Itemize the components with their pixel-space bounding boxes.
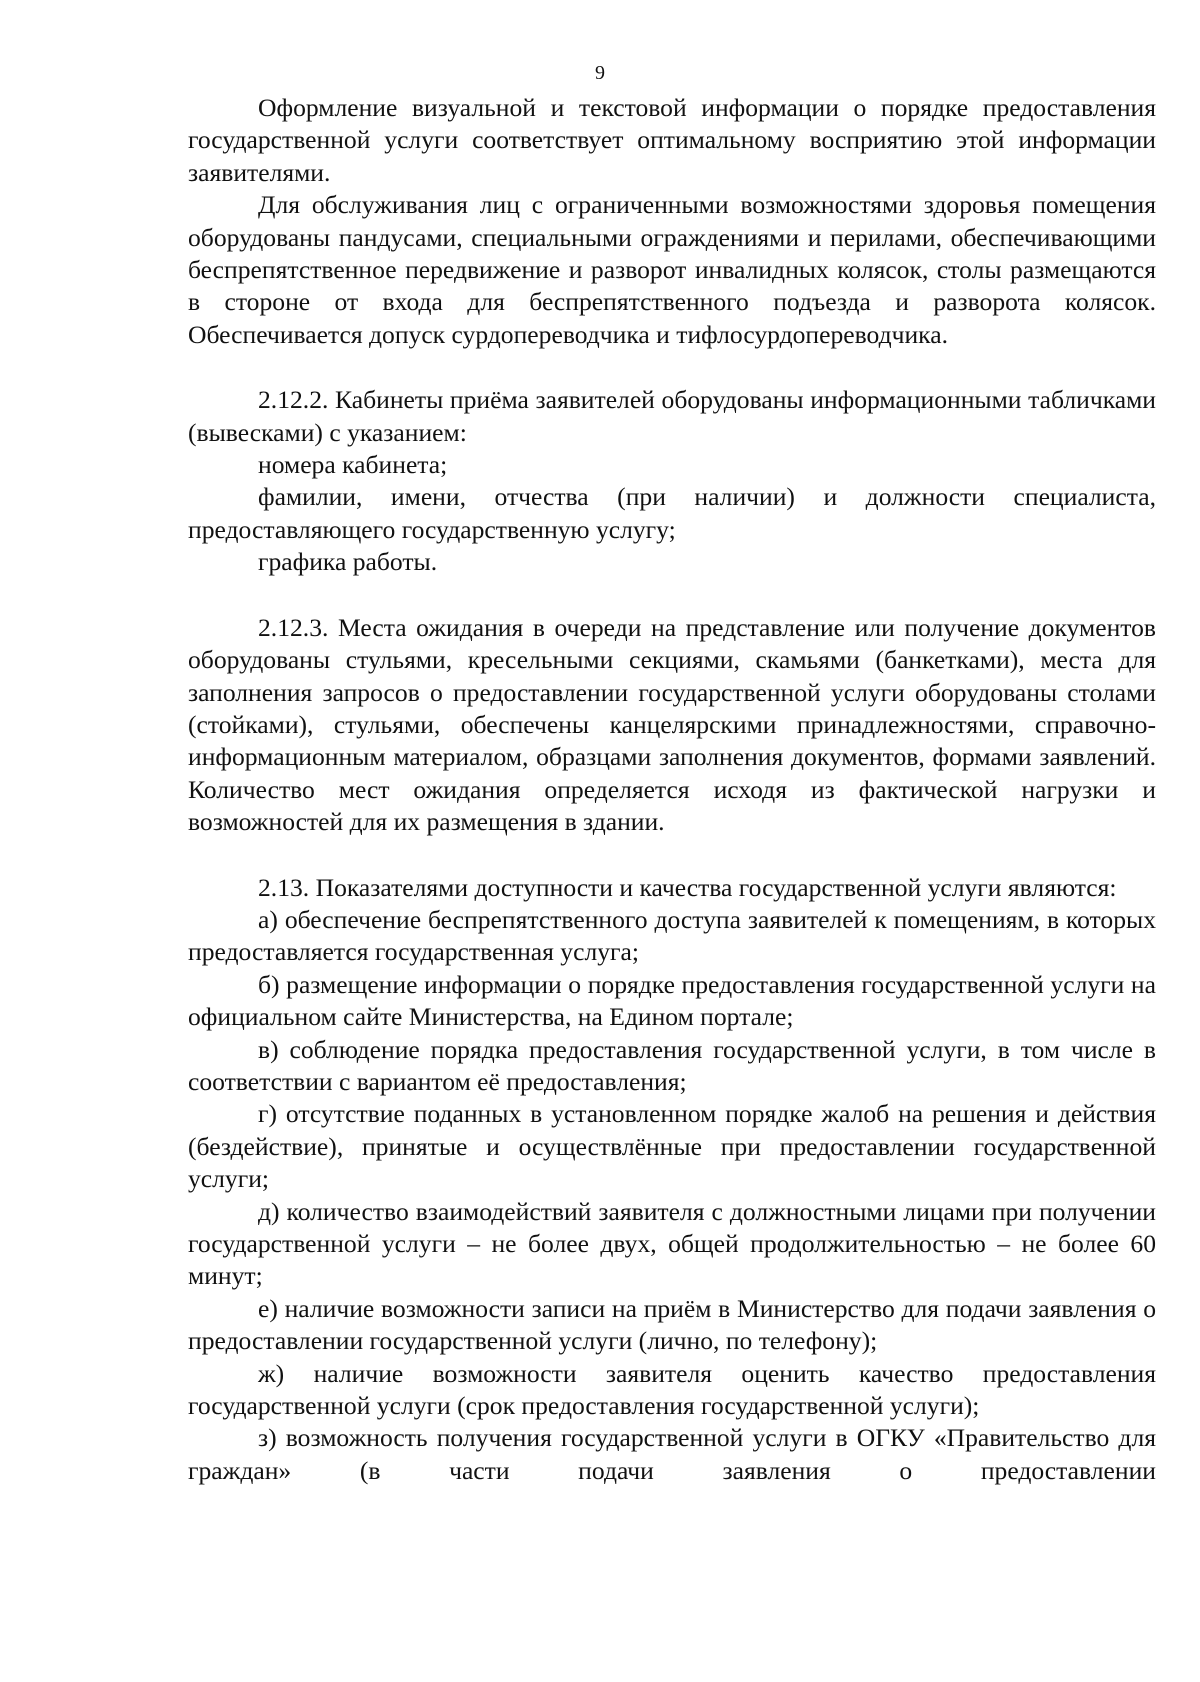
paragraph-2-13: 2.13. Показателями доступности и качества государственной услуги являются: [258,872,1117,902]
list-item-z: з) возможность получения государственной услуги в ОГКУ «Правительство для граждан» (в части подачи заявления о предоставлении [188,1423,1156,1485]
section-spacer [188,839,1156,872]
list-item-work-schedule: графика работы. [258,547,438,577]
section-spacer [188,351,1156,384]
list-item-g: г) отсутствие поданных в установленном порядке жалоб на решения и действия (бездействие), принятые и осуществлённые при предоставлении государственной услуги; [188,1099,1156,1194]
list-item-zh: ж) наличие возможности заявителя оценить качество предоставления государственной услуги (срок предоставления государственной услуги); [188,1358,1156,1421]
list-item-v: в) соблюдение порядка предоставления государственной услуги, в том числе в соответствии с вариантом её предоставления; [188,1034,1156,1096]
paragraph-info-design: Оформление визуальной и текстовой информации о порядке предоставления государственной услуги соответствует оптимальному восприятию этой информации заявителями. [188,93,1156,187]
list-item-a: а) обеспечение беспрепятственного доступа заявителей к помещениям, в которых предоставляется государственная услуга; [188,904,1156,967]
list-item-specialist-name: фамилии, имени, отчества (при наличии) и должности специалиста, предоставляющего государственную услугу; [188,482,1156,544]
section-spacer [188,579,1156,612]
paragraph-accessibility: Для обслуживания лиц с ограниченными возможностями здоровья помещения оборудованы пандусами, специальными ограждениями и перилами, обеспечивающими беспрепятственное передвижение и разворот инвалидных колясок, столы размещаются в стороне от входа для беспрепятственного подъезда и разворота колясок. Обеспечивается допуск сурдопереводчика и тифлосурдопереводчика. [188,190,1156,349]
document-body [188,92,1156,1487]
paragraph-2-12-2: 2.12.2. Кабинеты приёма заявителей оборудованы информационными табличками (вывесками) с указанием: [188,385,1156,447]
list-item-room-number: номера кабинета; [258,450,448,480]
page-number: 9 [595,62,605,84]
paragraph-2-12-3: 2.12.3. Места ожидания в очереди на представление или получение документов оборудованы стульями, кресельными секциями, скамьями (банкетками), места для заполнения запросов о предоставлении государственной услуги оборудованы столами (стойками), стульями, обеспечены канцелярскими принадлежностями, справочно-информационным материалом, образцами заполнения документов, формами заявлений. Количество мест ожидания определяется исходя из фактической нагрузки и возможностей для их размещения в здании. [188,612,1156,837]
list-item-e: е) наличие возможности записи на приём в Министерство для подачи заявления о предоставлении государственной услуги (лично, по телефону); [188,1293,1156,1356]
list-item-b: б) размещение информации о порядке предоставления государственной услуги на официальном сайте Министерства, на Едином портале; [188,969,1156,1032]
list-item-d: д) количество взаимодействий заявителя с должностными лицами при получении государственной услуги – не более двух, общей продолжительностью – не более 60 минут; [188,1196,1156,1291]
